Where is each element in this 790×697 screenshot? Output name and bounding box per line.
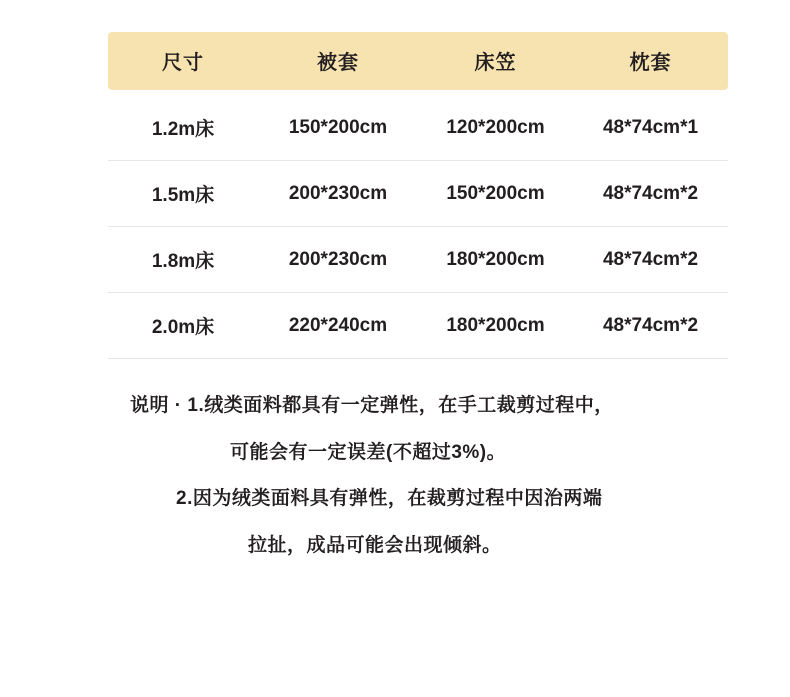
cell-size: 1.5m床 <box>108 161 258 227</box>
table-row <box>108 227 728 293</box>
table-body <box>108 90 728 359</box>
column-header-fitted-sheet: 床笠 <box>418 32 573 90</box>
column-header-pillowcase: 枕套 <box>573 32 728 90</box>
content-card <box>28 0 762 690</box>
table-row <box>108 90 728 161</box>
notes-section <box>108 392 734 578</box>
cell-pillowcase: 48*74cm*2 <box>573 227 728 293</box>
size-specification-table <box>108 32 728 359</box>
table-header <box>108 32 728 90</box>
note-line-1-continued: 可能会有一定误差(不超过3%)。 <box>230 441 507 463</box>
cell-duvet-cover: 150*200cm <box>258 90 418 161</box>
cell-fitted-sheet: 120*200cm <box>418 90 573 161</box>
cell-pillowcase: 48*74cm*2 <box>573 293 728 359</box>
cell-fitted-sheet: 180*200cm <box>418 293 573 359</box>
table-row <box>108 161 728 227</box>
cell-duvet-cover: 200*230cm <box>258 227 418 293</box>
table-header-row <box>108 32 728 90</box>
column-header-duvet-cover: 被套 <box>258 32 418 90</box>
note-line-2: 2.因为绒类面料具有弹性，在裁剪过程中因治两端 <box>176 488 603 510</box>
cell-fitted-sheet: 150*200cm <box>418 161 573 227</box>
cell-size: 2.0m床 <box>108 293 258 359</box>
cell-duvet-cover: 220*240cm <box>258 293 418 359</box>
cell-size: 1.8m床 <box>108 227 258 293</box>
note-line-2-continued: 拉扯，成品可能会出现倾斜。 <box>248 534 502 556</box>
table-row <box>108 293 728 359</box>
cell-pillowcase: 48*74cm*1 <box>573 90 728 161</box>
cell-size: 1.2m床 <box>108 90 258 161</box>
cell-duvet-cover: 200*230cm <box>258 161 418 227</box>
cell-fitted-sheet: 180*200cm <box>418 227 573 293</box>
note-line-1: 说明 · 1.绒类面料都具有一定弹性，在手工裁剪过程中， <box>130 395 614 416</box>
column-header-size: 尺寸 <box>108 32 258 90</box>
cell-pillowcase: 48*74cm*2 <box>573 161 728 227</box>
